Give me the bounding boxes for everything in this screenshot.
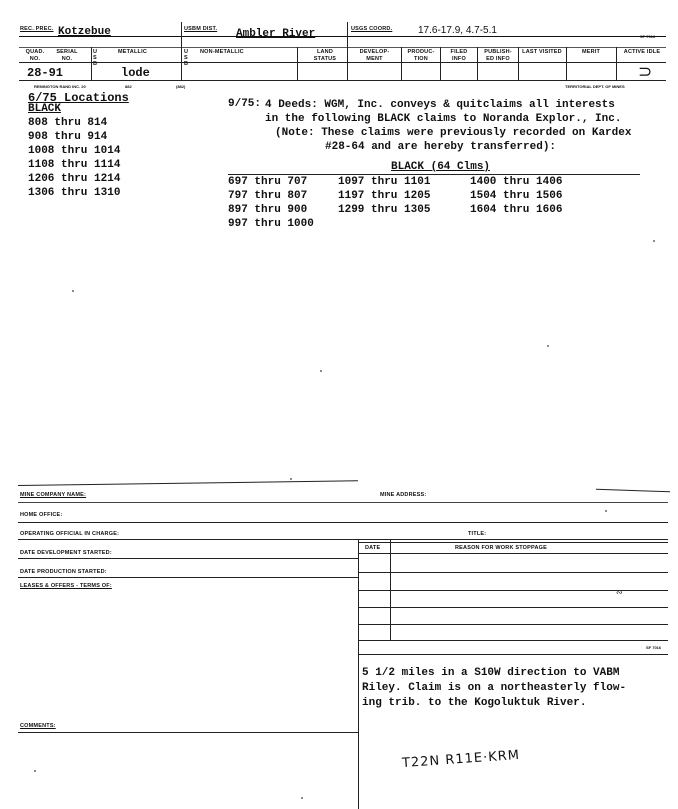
claims-col-1 <box>228 175 314 231</box>
date-column-label: DATE <box>365 545 381 551</box>
location-item: 908 thru 914 <box>28 131 108 143</box>
claim-range: 1197 thru 1205 <box>338 190 431 202</box>
quad-no-value: 28-91 <box>27 66 64 80</box>
black-claims-title: BLACK (64 Clms) <box>391 161 491 173</box>
location-line: ing trib. to the Kogoluktuk River. <box>362 697 587 709</box>
location-line: Riley. Claim is on a northeasterly flow- <box>362 682 627 694</box>
rec-prec-label: REC. PREC. <box>20 26 54 32</box>
location-description <box>362 666 626 711</box>
printer-code: 882 <box>125 84 132 89</box>
merit-label: MERIT <box>582 49 601 55</box>
production-label: PRODUC-TION <box>407 49 435 62</box>
metallic-value: lode <box>121 66 150 80</box>
claim-range: 797 thru 807 <box>228 190 308 202</box>
printer-code-2: (882) <box>176 84 186 89</box>
metallic-label: METALLIC <box>118 49 147 55</box>
deeds-text <box>265 98 631 154</box>
agency-imprint: TERRITORIAL DEPT. OF MINES <box>565 84 625 89</box>
locations-list <box>28 116 120 200</box>
published-info-label: PUBLISH-ED INFO <box>484 49 512 62</box>
claims-col-2 <box>338 175 430 217</box>
location-item: 1306 thru 1310 <box>28 187 121 199</box>
claim-range: 1604 thru 1606 <box>470 204 563 216</box>
location-item: 808 thru 814 <box>28 117 108 129</box>
active-idle-label: ACTIVE IDLE <box>623 49 661 55</box>
claims-col-3 <box>470 175 562 217</box>
claim-range: 1299 thru 1305 <box>338 204 431 216</box>
township-handwriting: T22N R11E·KRM <box>401 747 521 772</box>
home-office-label: HOME OFFICE: <box>20 512 63 518</box>
deeds-line: in the following BLACK claims to Noranda Explor., Inc. <box>265 113 622 125</box>
deeds-line: (Note: These claims were previously recorded on Kardex <box>275 127 632 139</box>
claim-range: 1097 thru 1101 <box>338 176 431 188</box>
usbm-letters-nonmetallic: U S B <box>184 49 189 67</box>
locations-title: 6/75 Locations <box>28 91 129 105</box>
serial-no-label: SERIAL NO. <box>56 49 78 62</box>
usbm-letters-metallic: U S B <box>93 49 98 67</box>
claim-range: 1400 thru 1406 <box>470 176 563 188</box>
usgs-coord-value: 17.6-17.9, 4.7-5.1 <box>418 25 497 36</box>
non-metallic-label: NON-METALLIC <box>200 49 244 55</box>
development-label: DEVELOP-MENT <box>359 49 390 62</box>
location-line: 5 1/2 miles in a S10W direction to VABM <box>362 667 620 679</box>
deeds-line: #28-64 and are hereby transferred): <box>325 141 557 153</box>
form-number: SF 7016 <box>640 34 656 39</box>
reason-column-label: REASON FOR WORK STOPPAGE <box>455 545 547 551</box>
deeds-line: 4 Deeds: WGM, Inc. conveys & quitclaims all interests <box>265 99 615 111</box>
rec-prec-value: Kotzebue <box>58 26 111 38</box>
usgs-coord-label: USGS COORD. <box>351 26 393 32</box>
usbm-dist-value: Ambler River <box>236 28 316 40</box>
date-development-label: DATE DEVELOPMENT STARTED: <box>20 550 112 556</box>
active-check-mark: ⊃ <box>638 62 653 82</box>
bottom-form-number: SF 7016 <box>646 645 662 650</box>
last-visited-label: LAST VISITED <box>522 49 562 55</box>
location-item: 1008 thru 1014 <box>28 145 121 157</box>
date-production-label: DATE PRODUCTION STARTED: <box>20 569 107 575</box>
mine-address-label: MINE ADDRESS: <box>380 492 427 498</box>
location-item: 1206 thru 1214 <box>28 173 121 185</box>
mine-company-name-label: MINE COMPANY NAME: <box>20 492 87 498</box>
claim-range: 897 thru 900 <box>228 204 308 216</box>
title-label: TITLE: <box>468 531 487 537</box>
operating-official-label: OPERATING OFFICIAL IN CHARGE: <box>20 531 120 537</box>
quad-no-label: QUAD. NO. <box>25 49 45 62</box>
location-item: 1108 thru 1114 <box>28 159 121 171</box>
claim-range: 1504 thru 1506 <box>470 190 563 202</box>
dash-mark: ∾ <box>616 588 623 597</box>
deeds-date: 9/75: <box>228 98 262 110</box>
filed-info-label: FILED INFO <box>450 49 468 62</box>
claim-range: 697 thru 707 <box>228 176 308 188</box>
locations-group: BLACK <box>28 103 62 115</box>
printer-imprint: REMINGTON RAND INC. 20 <box>34 84 86 89</box>
land-status-label: LAND STATUS <box>313 49 337 62</box>
usbm-dist-label: USBM DIST. <box>184 26 218 32</box>
leases-offers-label: LEASES & OFFERS - TERMS OF: <box>20 583 112 589</box>
comments-label: COMMENTS: <box>20 723 56 729</box>
claim-range: 997 thru 1000 <box>228 218 314 230</box>
